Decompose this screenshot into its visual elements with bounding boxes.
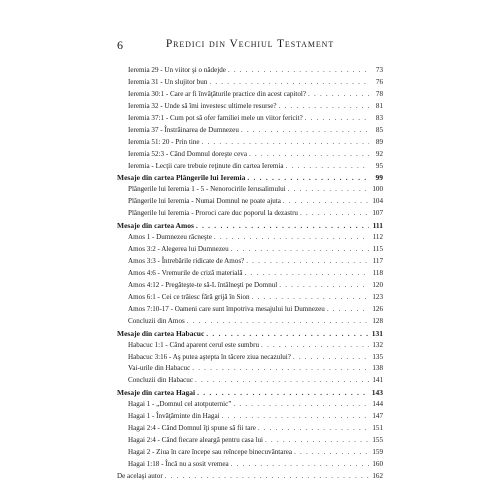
toc-entry-page-number: 128 <box>372 316 383 325</box>
toc-entry-title: Amos 7:10-17 - Oameni care sunt împotriva mesajului lui Dumnezeu <box>128 304 325 313</box>
toc-entry-page-number: 141 <box>372 376 383 385</box>
dot-leader <box>202 137 369 149</box>
toc-entry-title: Amos 4:12 - Pregăteşte-te să-L întâlneşti pe Domnul <box>128 280 278 289</box>
dot-leader <box>195 375 369 387</box>
toc-entry-title: Mesaje din cartea Plângerile lui Ieremia <box>117 173 246 183</box>
toc-entry-page-number: 143 <box>371 388 383 398</box>
toc-entry-title: Amos 3:3 - Întrebările ridicate de Amos? <box>128 257 245 265</box>
toc-entry-title: Amos 1 - Dumnezeu răcneşte <box>128 233 212 242</box>
toc-entry-page-number: 73 <box>375 66 383 74</box>
toc-entry-page-number: 123 <box>372 292 383 301</box>
toc-entry-page-number: 112 <box>372 233 383 242</box>
toc-entry-title: Plângerile lui Ieremia - Proroci care duc poporul la dezastru <box>128 209 298 218</box>
toc-entry-page-number: 85 <box>375 125 383 134</box>
toc-entry-title: Hagai 2:4 - Când Domnul îţi spune să fii tare <box>128 424 256 433</box>
dot-leader <box>231 459 369 471</box>
toc-entry-title: Amos 4:6 - Vremurile de criză materială <box>128 268 243 277</box>
toc-entry-title: De acelaşi autor <box>117 471 163 480</box>
toc-entry[interactable] <box>117 280 383 292</box>
toc-entry-title: Ieremia - Lecţii care trebuie reţinute din cartea Ieremia <box>128 161 284 170</box>
toc-entry-title: Habacuc 1:1 - Când aparent cerul este sumbru <box>128 340 259 349</box>
toc-entry-page-number: 118 <box>372 268 383 277</box>
toc-entry-page-number: 78 <box>375 89 383 98</box>
toc-entry[interactable] <box>117 459 383 471</box>
toc-entry-page-number: 162 <box>372 471 383 480</box>
toc-entry-title: Hagai 1 - Învăţăminte din Hagai <box>128 412 220 421</box>
toc-entry-title: Hagai 2 - Ziua în care începe sau reîncepe binecuvântarea <box>128 448 293 456</box>
toc-entry-page-number: 95 <box>375 161 383 170</box>
dot-leader <box>300 208 369 220</box>
dot-leader <box>197 387 369 399</box>
toc-entry-page-number: 155 <box>372 436 383 445</box>
dot-leader <box>261 340 369 352</box>
toc-entry-page-number: 144 <box>372 400 383 409</box>
toc-entry-page-number: 132 <box>372 340 383 349</box>
toc-entry[interactable] <box>117 196 383 208</box>
dot-leader <box>247 172 369 184</box>
toc-entry[interactable] <box>117 101 383 113</box>
toc-entry-page-number: 104 <box>372 197 383 206</box>
dot-leader <box>244 268 369 280</box>
toc-entry-title: Concluzii din Amos <box>128 316 185 325</box>
toc-entry-page-number: 147 <box>372 412 383 421</box>
toc-entry-page-number: 76 <box>375 77 383 86</box>
toc-entry[interactable] <box>117 352 383 364</box>
toc-entry-page-number: 92 <box>375 149 383 158</box>
toc-entry-title: Concluzii din Habacuc <box>128 376 194 385</box>
toc-entry-page-number: 115 <box>372 245 383 254</box>
toc-entry[interactable] <box>117 232 383 244</box>
toc-section-heading[interactable] <box>117 387 383 399</box>
toc-entry-page-number: 138 <box>372 364 383 373</box>
dot-leader <box>249 149 369 161</box>
toc-entry-title: Plângerile lui Ieremia - Numai Domnul ne poate ajuta <box>128 197 281 206</box>
dot-leader <box>283 196 369 208</box>
dot-leader <box>192 363 369 375</box>
dot-leader <box>196 220 369 232</box>
toc-section-heading[interactable] <box>117 220 383 232</box>
toc-entry[interactable] <box>117 268 383 280</box>
toc-entry-page-number: 100 <box>372 185 383 194</box>
dot-leader <box>308 89 369 101</box>
toc-entry-title: Ieremia 31 - Un slujitor bun <box>128 77 208 86</box>
toc-entry[interactable] <box>117 304 383 316</box>
toc-entry-page-number: 159 <box>372 448 383 456</box>
toc-entry-page-number: 111 <box>372 221 383 231</box>
toc-entry[interactable] <box>117 208 383 220</box>
dot-leader <box>187 316 369 328</box>
dot-leader <box>206 328 369 340</box>
toc-entry[interactable] <box>117 125 383 137</box>
toc-entry[interactable] <box>117 411 383 423</box>
toc-entry-title: Ieremia 51: 20 - Prin tine <box>128 137 200 146</box>
page-header <box>117 38 383 52</box>
toc-entry[interactable] <box>117 363 383 375</box>
dot-leader <box>265 435 369 447</box>
toc-entry-title: Ieremia 37 - Înstrăinarea de Dumnezeu <box>128 125 239 134</box>
dot-leader <box>222 411 369 423</box>
toc-entry[interactable] <box>117 137 383 149</box>
dot-leader <box>294 447 369 459</box>
dot-leader <box>293 352 369 364</box>
dot-leader <box>288 184 369 196</box>
dot-leader <box>258 423 369 435</box>
dot-leader <box>327 304 369 316</box>
table-of-contents <box>117 65 383 483</box>
dot-leader <box>286 161 369 173</box>
toc-entry[interactable] <box>117 471 383 483</box>
toc-entry[interactable] <box>117 340 383 352</box>
toc-entry[interactable] <box>117 316 383 328</box>
toc-entry-page-number: 107 <box>372 209 383 218</box>
toc-entry[interactable] <box>117 292 383 304</box>
toc-entry-title: Ieremia 32 - Unde să îmi investesc ultimele resurse? <box>128 101 277 110</box>
toc-entry-title: Amos 6:1 - Cei ce trăiesc fără grijă în Sion <box>128 292 250 301</box>
toc-section-heading[interactable] <box>117 172 383 184</box>
toc-entry-title: Ieremia 52:3 - Când Domnul doreşte ceva <box>128 149 247 158</box>
toc-entry-page-number: 99 <box>375 173 383 183</box>
toc-entry-title: Ieremia 29 - Un viitor şi o nădejde <box>128 66 226 74</box>
dot-leader <box>228 65 369 77</box>
toc-entry-page-number: 151 <box>372 424 383 433</box>
toc-entry[interactable] <box>117 244 383 256</box>
dot-leader <box>233 399 369 411</box>
toc-entry[interactable] <box>117 89 383 101</box>
dot-leader <box>279 101 369 113</box>
toc-entry[interactable] <box>117 161 383 173</box>
toc-entry[interactable] <box>117 256 383 268</box>
toc-entry-page-number: 83 <box>375 113 383 122</box>
toc-entry-title: Plângerile lui Ieremia 1 - 5 - Nenorocirile Ierusalimului <box>128 185 286 194</box>
toc-entry-page-number: 126 <box>372 304 383 313</box>
running-title: Predici din Vechiul Testament <box>165 38 335 50</box>
dot-leader <box>231 244 369 256</box>
toc-entry-title: Hagai 1 - „Domnul cel atotputernic” <box>128 400 232 409</box>
toc-entry-page-number: 131 <box>371 328 383 338</box>
toc-entry[interactable] <box>117 375 383 387</box>
toc-entry[interactable] <box>117 447 383 459</box>
toc-entry[interactable] <box>117 113 383 125</box>
toc-entry[interactable] <box>117 184 383 196</box>
toc-entry-title: Vai-urile din Habacuc <box>128 364 191 373</box>
dot-leader <box>241 125 369 137</box>
toc-section-heading[interactable] <box>117 328 383 340</box>
dot-leader <box>305 113 369 125</box>
toc-entry[interactable] <box>117 423 383 435</box>
toc-entry[interactable] <box>117 77 383 89</box>
dot-leader <box>214 232 369 244</box>
toc-entry-title: Mesaje din cartea Habacuc <box>117 328 205 338</box>
toc-entry-page-number: 160 <box>372 459 383 468</box>
toc-entry-title: Hagai 1:18 - Încă nu a sosit vremea <box>128 459 229 468</box>
toc-entry[interactable] <box>117 435 383 447</box>
toc-entry[interactable] <box>117 65 383 77</box>
toc-entry-title: Amos 3:2 - Alegerea lui Dumnezeu <box>128 245 229 254</box>
toc-entry-page-number: 120 <box>372 280 383 289</box>
toc-entry-title: Habacuc 3:16 - Aş putea aştepta în tăcere ziua necazului? <box>128 352 291 361</box>
toc-entry-page-number: 135 <box>372 352 383 361</box>
toc-entry-page-number: 81 <box>375 101 383 110</box>
toc-entry-title: Mesaje din cartea Hagai <box>117 388 196 398</box>
toc-entry-title: Ieremia 37:1 - Cum pot să ofer familiei mele un viitor fericit? <box>128 113 303 122</box>
toc-entry[interactable] <box>117 399 383 411</box>
dot-leader <box>252 292 369 304</box>
toc-entry-title: Ieremia 30:1 - Care ar fi învăţăturile practice din acest capitol? <box>128 89 307 98</box>
toc-entry-title: Hagai 2:4 - Când fiecare aleargă pentru casa lui <box>128 436 263 445</box>
toc-entry-page-number: 89 <box>375 137 383 146</box>
dot-leader <box>279 280 369 292</box>
toc-entry-page-number: 117 <box>372 257 383 265</box>
dot-leader <box>209 77 369 89</box>
toc-entry-title: Mesaje din cartea Amos <box>117 221 194 231</box>
dot-leader <box>165 471 369 483</box>
dot-leader <box>246 256 369 268</box>
toc-entry[interactable] <box>117 149 383 161</box>
page-number: 6 <box>117 38 123 52</box>
